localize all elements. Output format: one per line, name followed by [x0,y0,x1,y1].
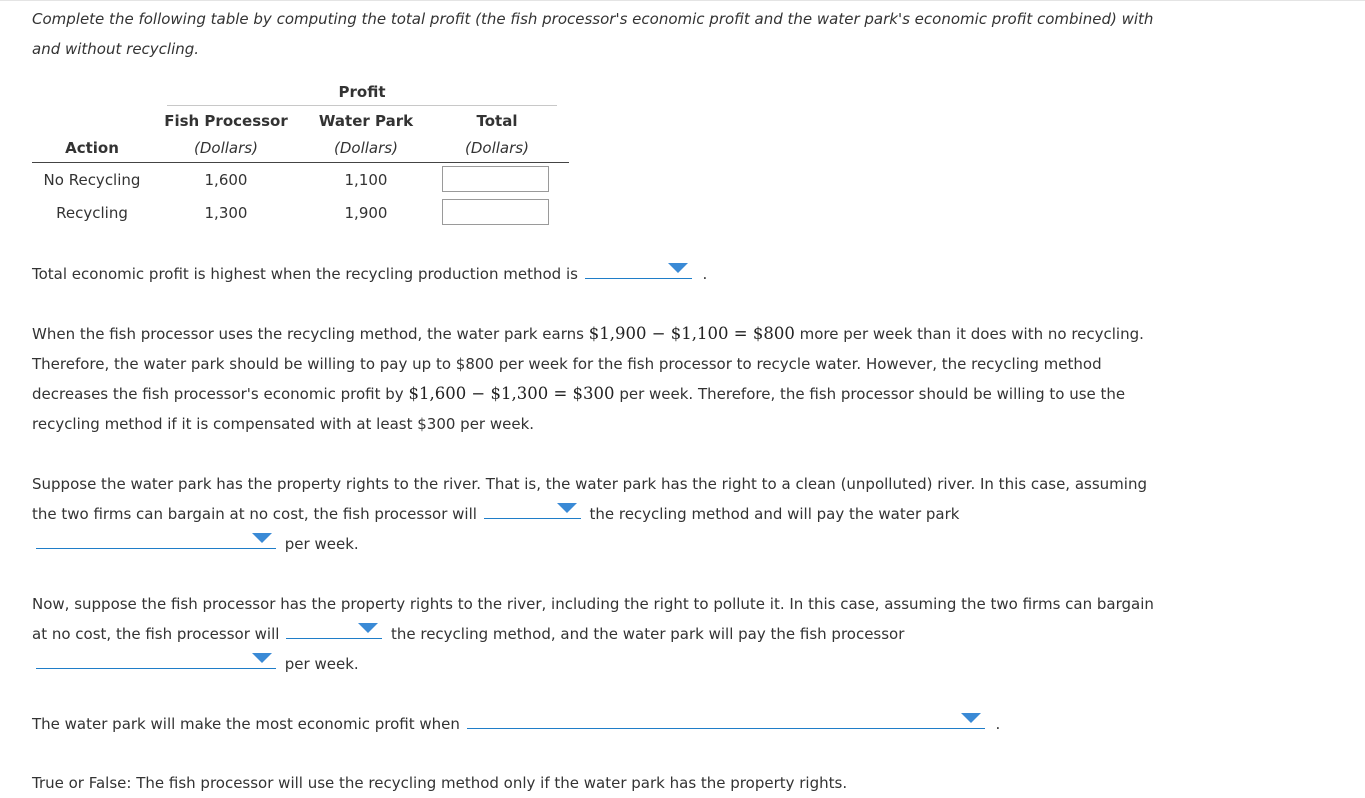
profit-group-rule [167,105,557,106]
q1-text: Total economic profit is highest when the recycling production method is [32,265,578,283]
dropdown-triangle-icon [252,533,272,543]
intro-text [32,4,1153,64]
row-fish-value: 1,300 [204,204,248,222]
q4-period: . [995,715,1001,733]
q1-period: . [702,265,708,283]
q3-line-2b: the recycling method, and the water park will pay the fish processor [390,625,905,643]
q3-paragraph [32,589,1154,679]
col-header-action: Action [65,139,119,157]
q3-line-3: per week. [284,655,359,673]
explanation-line-4: recycling method if it is compensated with at least $300 per week. [32,415,535,433]
q2-line-2b: the recycling method and will pay the water park [589,505,960,523]
q2-action-dropdown[interactable] [484,500,581,519]
q2-line-3: per week. [284,535,359,553]
col-header-water: Water Park [318,112,414,130]
q4-text: The water park will make the most economic profit when [32,715,460,733]
row-action-label: Recycling [56,204,128,222]
fish-processor-equation: $1,600 − $1,300 = $300 [408,384,615,403]
dropdown-triangle-icon [252,653,272,663]
row-water-value: 1,100 [344,171,388,189]
q1-recycling-dropdown[interactable] [585,260,692,279]
col-unit-water: (Dollars) [334,139,398,157]
q1-sentence [32,259,707,289]
q2-line-1: Suppose the water park has the property rights to the river. That is, the water park has the right to a clean (unpolluted) river. In this case, assuming [32,475,1147,493]
q4-condition-dropdown[interactable] [467,710,985,729]
q2-paragraph [32,469,1147,559]
explanation-line-1a: When the fish processor uses the recycling method, the water park earns [32,325,584,343]
q4-sentence [32,709,1000,739]
dropdown-triangle-icon [961,713,981,723]
water-park-equation: $1,900 − $1,100 = $800 [588,324,795,343]
intro-line-1: Complete the following table by computing the total profit (the fish processor's economic profit and the water park's economic profit combined) with [32,10,1154,28]
q5-sentence: True or False: The fish processor will use the recycling method only if the water park has the property rights. [32,774,848,792]
q3-line-2a: at no cost, the fish processor will [32,625,280,643]
total-input-recycling[interactable] [442,199,549,225]
explanation-line-3b: per week. Therefore, the fish processor should be willing to use the [619,385,1126,403]
col-header-total: Total [476,112,518,130]
q2-line-2a: the two firms can bargain at no cost, the fish processor will [32,505,477,523]
q3-line-1: Now, suppose the fish processor has the property rights to the river, including the right to pollute it. In this case, assuming the two firms can bargain [32,595,1154,613]
row-fish-value: 1,600 [204,171,248,189]
q2-payment-dropdown[interactable] [36,530,276,549]
row-water-value: 1,900 [344,204,388,222]
table-header-rule [32,162,569,163]
dropdown-triangle-icon [358,623,378,633]
explanation-paragraph [32,319,1144,439]
col-header-fish: Fish Processor [164,112,288,130]
explanation-line-3a: decreases the fish processor's economic profit by [32,385,404,403]
q3-action-dropdown[interactable] [286,620,382,639]
q3-payment-dropdown[interactable] [36,650,276,669]
top-divider [0,0,1365,1]
profit-table-grid [32,80,569,240]
intro-line-2: and without recycling. [32,40,200,58]
dropdown-triangle-icon [668,263,688,273]
dropdown-triangle-icon [557,503,577,513]
profit-group-header: Profit [338,83,386,101]
explanation-line-1b: more per week than it does with no recycling. [799,325,1144,343]
explanation-line-2: Therefore, the water park should be willing to pay up to $800 per week for the fish processor to recycle water. However, the recycling method [32,355,1102,373]
col-unit-fish: (Dollars) [194,139,258,157]
total-input-no-recycling[interactable] [442,166,549,192]
col-unit-total: (Dollars) [465,139,529,157]
row-action-label: No Recycling [43,171,141,189]
